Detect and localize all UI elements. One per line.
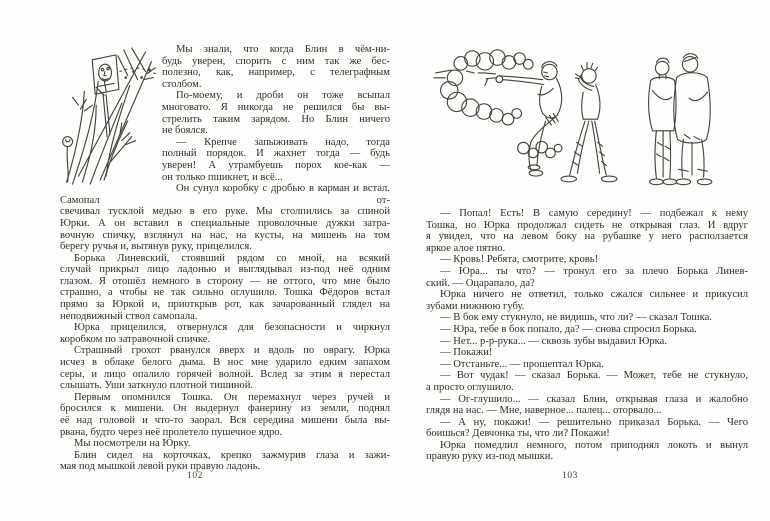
boy-covering-face	[561, 62, 617, 181]
text-line: — В бок ему стукнуло, не видишь, что ли? — сказал Тошка.	[440, 312, 712, 324]
text-line: исчез в облаке белого дыма. В нос мне ударило едким запахом	[60, 357, 390, 369]
text-line: глазом. Я отошёл немного в сторону — не оттого, что мне было	[60, 275, 390, 287]
text-line: Тошка, но Юрка продолжал сидеть не открывая глаз. И вдруг	[426, 219, 748, 231]
text-line: слышать. Уши заткнуло плотной тишиной.	[60, 380, 254, 392]
paragraph	[60, 253, 390, 323]
boys-and-smoke-drawing	[426, 46, 748, 204]
paragraph	[426, 312, 748, 324]
paragraph	[426, 266, 748, 289]
text-line: коробком по затравочной спичке.	[60, 333, 211, 345]
text-line: яркое алое пятно.	[426, 242, 506, 254]
text-line: — Юра, тебе в бок попало, да? — снова спросил Борька.	[440, 323, 697, 335]
text-line: Мы посмотрели на Юрку.	[74, 438, 191, 450]
text-line: бросился к мишени. Он выдернул фанерину из земли, поднял	[60, 403, 390, 415]
text-line: будь уверен, спорить с ним так же бес-	[162, 55, 390, 67]
text-line: Юрка прицелился, отвернулся для безопасности и чиркнул	[74, 322, 390, 334]
text-line: берегу ручья и, вытянув руку, прицелился.	[60, 241, 252, 253]
shot-dots-trail	[120, 68, 155, 78]
text-line: Борька Линевский, стоявший рядом со мной, на всякий	[74, 252, 390, 264]
text-line: — Кровь! Ребята, смотрите, кровь!	[440, 254, 599, 266]
text-line: — Покажи!	[440, 347, 493, 359]
page-right-text	[426, 208, 748, 463]
text-line: По-моему, и дроби он тоже всыпал	[176, 90, 390, 102]
paragraph	[426, 208, 748, 254]
text-line: Юрка помедлил немного, потом приподнял локоть и вынул	[440, 439, 748, 451]
paragraph	[426, 347, 748, 359]
text-line: свечивал тусклой медью в его руке. Мы столпились за спиной	[60, 206, 390, 218]
two-boys-from-behind	[649, 54, 712, 185]
text-line: — Крепче запыживать надо, тогда	[176, 136, 390, 148]
text-line: Юрки. А он вставил в специальные проволочные дужки затра-	[60, 217, 390, 229]
text-line: уверен! А утрамбуешь порох кое-как —	[162, 159, 390, 171]
text-line: — Нет... р-р-рука... — сквозь зубы выдавил Юрка.	[440, 335, 668, 347]
text-line: страшно, а чтобы не так сильно оглушило. Тошка Фёдоров встал	[60, 287, 390, 299]
flower-sprig	[63, 137, 73, 182]
paragraph	[426, 370, 748, 393]
text-line: мая под мышкой левой руки правую ладонь.	[60, 461, 261, 473]
text-line: — Вот чудак! — сказал Борька. — Может, тебе не стукнуло,	[440, 370, 748, 382]
text-line: прямо за Юркой и, приоткрыв рот, как зачарованный глядел на	[60, 299, 390, 311]
paragraph	[60, 183, 390, 253]
text-line: ский. — Оцарапало, да?	[426, 277, 535, 289]
text-line: он только пшикнет, и всё...	[162, 171, 283, 183]
text-line: полезно, как, например, с телеграфным	[162, 67, 390, 79]
text-line: её над головой и что-то заорал. Вся середина мишени была вы-	[60, 415, 390, 426]
text-line: не боялся.	[162, 125, 208, 137]
text-line: рвана, будто через неё пролетело пушечное ядро.	[60, 426, 283, 438]
text-line: Мы знали, что когда Блин в чём-ни-	[176, 44, 390, 55]
paragraph	[426, 417, 748, 440]
text-line: Первым опомнился Тошка. Он перемахнул через ручей и	[74, 391, 390, 403]
text-line: глядя на нас. — Мне, наверное... палец... оторвало...	[426, 405, 662, 417]
text-line: стрелить таким зарядом. Но Блин ничего	[162, 113, 390, 125]
text-line: неподвижный ствол самопала.	[60, 310, 198, 322]
paragraph	[60, 450, 390, 473]
text-line: зубами нижнюю губу.	[426, 300, 525, 312]
text-line: Он сунул коробку с дробью в карман и встал. Самопал от-	[60, 183, 390, 206]
text-line: многовато. Я никогда не решился бы вы-	[162, 101, 390, 113]
text-line: боишься? Девчонка ты, что ли? Покажи!	[426, 428, 610, 440]
page-number-right: 103	[562, 471, 578, 481]
text-line: Страшный грохот рванулся вверх и вдоль по оврагу. Юрка	[74, 345, 390, 357]
paragraph	[426, 254, 748, 266]
text-line: столбом.	[162, 78, 202, 90]
illustration-boys-and-smoke	[426, 46, 748, 204]
text-line: — А ну, покажи! — решительно приказал Борька. — Чего	[440, 416, 748, 428]
paragraph	[426, 394, 748, 417]
target-in-grass-drawing	[60, 46, 160, 186]
paragraph	[426, 440, 748, 463]
paragraph	[426, 289, 748, 312]
text-line: — Отстаньте... — прошептал Юрка.	[440, 358, 604, 370]
text-line: — Юра... ты что? — тронул его за плечо Борька Линев-	[440, 265, 748, 277]
paragraph	[60, 322, 390, 345]
text-line: Блин сидел на корточках, крепко зажмурив глаза и зажи-	[74, 449, 390, 461]
illustration-target-in-grass	[60, 46, 160, 186]
text-line: — Ог-глушило... — сказал Блин, открывая глаза и жалобно	[440, 393, 748, 405]
paragraph	[426, 324, 748, 336]
page-number-left: 102	[187, 471, 203, 481]
text-line: случай прикрыл лицо ладонью и выглядывал из-под неё одним	[60, 264, 390, 276]
page-left-text	[60, 44, 390, 473]
text-line: серы, и лицо опалило горячей волной. Вслед за этим я перестал	[60, 368, 390, 380]
paragraph	[60, 345, 390, 391]
paragraph	[60, 392, 390, 438]
text-line: правую руку из-под мышки.	[426, 451, 554, 463]
paragraph	[60, 438, 390, 450]
text-line: полный порядок. И жахнет тогда — будь	[162, 148, 390, 160]
paragraph	[426, 359, 748, 371]
text-line: а просто оглушило.	[426, 381, 514, 393]
text-line: вочную спичку, взглянул на нас, на кусты, на мишень на том	[60, 229, 390, 241]
text-line: — Попал! Есть! В самую середину! — подбежал к нему	[440, 208, 748, 219]
text-line: я увидел, что на левом боку на рубашке у него расползается	[426, 231, 748, 243]
text-line: Юрка ничего не ответил, только сжался сильнее и прикусил	[440, 289, 748, 301]
paragraph	[426, 336, 748, 348]
